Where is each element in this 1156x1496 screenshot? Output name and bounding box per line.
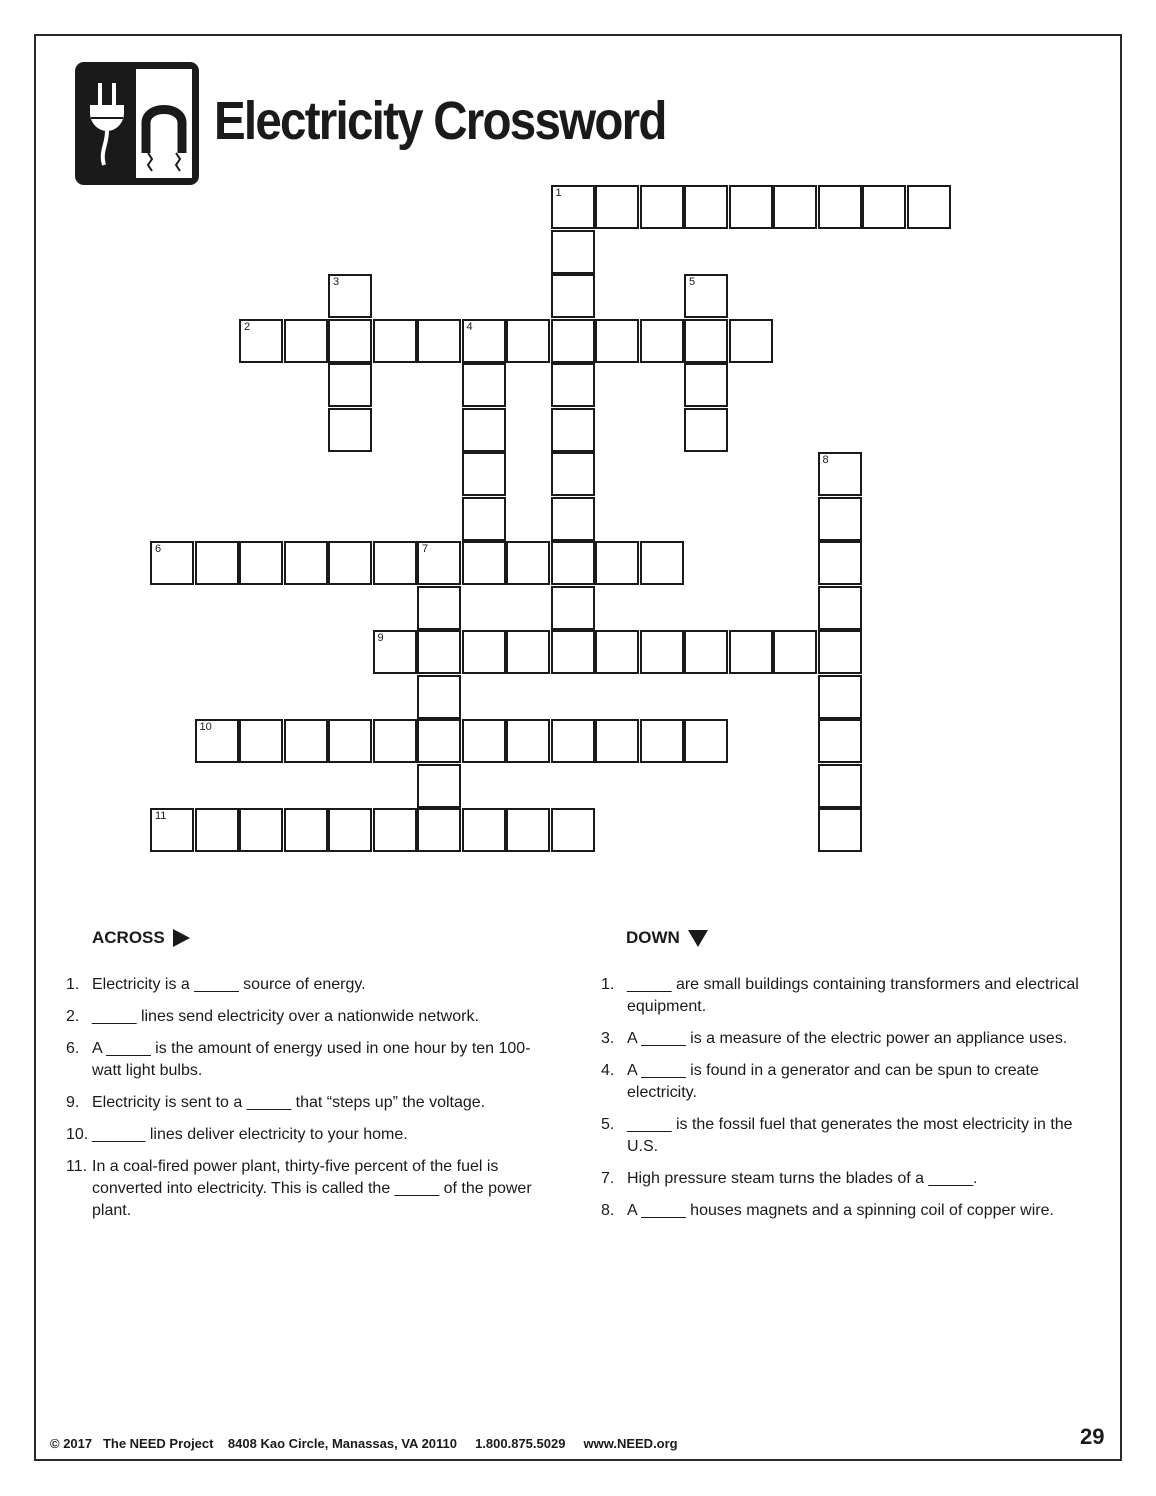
crossword-cell[interactable] (729, 630, 773, 674)
crossword-cell[interactable] (684, 630, 728, 674)
crossword-cell[interactable] (684, 408, 728, 452)
clue-item (601, 1168, 1091, 1190)
down-clue-list (601, 974, 1091, 1232)
crossword-cell[interactable] (595, 319, 639, 363)
clue-number: 9 (377, 632, 384, 644)
crossword-cell[interactable] (551, 808, 595, 852)
crossword-cell[interactable] (551, 363, 595, 407)
crossword-cell[interactable] (551, 319, 595, 363)
crossword-cell[interactable] (328, 363, 372, 407)
clue-item-number: 8. (601, 1202, 615, 1219)
clue-item (601, 1060, 1091, 1104)
crossword-cell[interactable] (551, 541, 595, 585)
page-title: Electricity Crossword (214, 91, 666, 151)
clue-item-text: In a coal-fired power plant, thirty-five percent of the fuel is converted into electricity. This is called the _____ of the power plant. (92, 1158, 532, 1219)
clue-item-text: High pressure steam turns the blades of a _____. (627, 1170, 978, 1187)
crossword-cell[interactable] (818, 452, 862, 496)
clue-number: 4 (466, 320, 473, 333)
clue-item (66, 974, 546, 996)
plug-and-magnet-icon (74, 61, 200, 186)
crossword-cell[interactable] (239, 319, 283, 363)
crossword-cell[interactable] (462, 719, 506, 763)
crossword-cell[interactable] (818, 541, 862, 585)
crossword-cell[interactable] (551, 586, 595, 630)
crossword-cell[interactable] (417, 675, 461, 719)
clue-item (66, 1092, 546, 1114)
clue-item-text: Electricity is a _____ source of energy. (92, 976, 366, 993)
crossword-cell[interactable] (150, 541, 194, 585)
clue-item-text: A _____ is found in a generator and can be spun to create electricity. (627, 1062, 1039, 1101)
crossword-cell[interactable] (684, 363, 728, 407)
clue-item (601, 1114, 1091, 1158)
clue-item (601, 1028, 1091, 1050)
across-clue-list (66, 974, 546, 1232)
crossword-cell[interactable] (284, 541, 328, 585)
clue-number: 7 (422, 543, 429, 555)
clue-item-text: _____ is the fossil fuel that generates the most electricity in the U.S. (627, 1116, 1073, 1155)
crossword-cell[interactable] (684, 185, 728, 229)
crossword-cell[interactable] (729, 185, 773, 229)
clue-item (66, 1038, 546, 1082)
clue-item (66, 1124, 546, 1146)
crossword-cell[interactable] (417, 764, 461, 808)
clue-number: 10 (199, 721, 212, 733)
right-arrow-icon (173, 929, 190, 947)
crossword-cell[interactable] (551, 185, 595, 229)
clue-item-number: 1. (66, 976, 80, 993)
crossword-cell[interactable] (551, 630, 595, 674)
crossword-cell[interactable] (373, 808, 417, 852)
clue-item-text: Electricity is sent to a _____ that “steps up” the voltage. (92, 1094, 486, 1111)
crossword-cell[interactable] (284, 719, 328, 763)
crossword-cell[interactable] (640, 630, 684, 674)
crossword-cell[interactable] (595, 630, 639, 674)
crossword-cell[interactable] (239, 808, 283, 852)
crossword-cell[interactable] (328, 808, 372, 852)
down-arrow-icon (688, 930, 708, 947)
clue-item-number: 4. (601, 1062, 615, 1079)
clue-item-text: _____ lines send electricity over a nationwide network. (92, 1008, 479, 1025)
clue-item-number: 9. (66, 1094, 80, 1111)
crossword-cell[interactable] (640, 541, 684, 585)
crossword-cell[interactable] (462, 408, 506, 452)
clue-item-text: _____ are small buildings containing transformers and electrical equipment. (627, 976, 1079, 1015)
clue-number: 6 (155, 543, 162, 555)
crossword-cell[interactable] (729, 319, 773, 363)
crossword-cell[interactable] (373, 719, 417, 763)
clue-item (601, 974, 1091, 1018)
crossword-cell[interactable] (907, 185, 951, 229)
crossword-cell[interactable] (640, 319, 684, 363)
crossword-cell[interactable] (462, 497, 506, 541)
clue-item-number: 6. (66, 1040, 80, 1057)
crossword-cell[interactable] (640, 719, 684, 763)
crossword-cell[interactable] (551, 497, 595, 541)
crossword-cell[interactable] (373, 630, 417, 674)
clue-item-number: 1. (601, 976, 615, 993)
down-heading: DOWN (626, 928, 708, 948)
crossword-cell[interactable] (239, 541, 283, 585)
crossword-cell[interactable] (818, 675, 862, 719)
across-heading: ACROSS (92, 928, 190, 948)
crossword-cell[interactable] (818, 586, 862, 630)
crossword-cell[interactable] (195, 719, 239, 763)
crossword-cell[interactable] (417, 586, 461, 630)
crossword-cell[interactable] (640, 185, 684, 229)
crossword-cell[interactable] (818, 719, 862, 763)
clue-item (66, 1156, 546, 1222)
crossword-cell[interactable] (462, 630, 506, 674)
crossword-cell[interactable] (373, 319, 417, 363)
crossword-cell[interactable] (195, 541, 239, 585)
clue-item (66, 1006, 546, 1028)
crossword-cell[interactable] (684, 719, 728, 763)
clue-item-number: 5. (601, 1116, 615, 1133)
clue-number: 8 (822, 454, 829, 466)
crossword-cell[interactable] (506, 630, 550, 674)
clue-item (601, 1200, 1091, 1222)
clue-item-number: 10. (66, 1126, 89, 1143)
crossword-cell[interactable] (818, 185, 862, 229)
crossword-cell[interactable] (595, 719, 639, 763)
crossword-cell[interactable] (417, 319, 461, 363)
crossword-cell[interactable] (551, 408, 595, 452)
footer-text: © 2017 The NEED Project 8408 Kao Circle, Manassas, VA 20110 1.800.875.5029 www.NEED.org (50, 1436, 678, 1451)
clue-number: 1 (555, 187, 562, 199)
crossword-cell[interactable] (506, 319, 550, 363)
crossword-cell[interactable] (551, 452, 595, 496)
crossword-cell[interactable] (417, 630, 461, 674)
clue-item-text: A _____ houses magnets and a spinning coil of copper wire. (627, 1202, 1054, 1219)
crossword-cell[interactable] (684, 274, 728, 318)
clue-number: 3 (333, 276, 340, 288)
crossword-cell[interactable] (284, 319, 328, 363)
crossword-cell[interactable] (462, 363, 506, 407)
clue-item-text: A _____ is a measure of the electric power an appliance uses. (627, 1030, 1068, 1047)
crossword-cell[interactable] (506, 808, 550, 852)
crossword-cell[interactable] (506, 541, 550, 585)
crossword-cell[interactable] (417, 719, 461, 763)
clue-number: 2 (244, 320, 251, 333)
crossword-cell[interactable] (773, 185, 817, 229)
clue-number: 5 (689, 276, 696, 288)
crossword-cell[interactable] (417, 541, 461, 585)
crossword-cell[interactable] (684, 319, 728, 363)
crossword-cell[interactable] (462, 541, 506, 585)
clue-item-number: 7. (601, 1170, 615, 1187)
crossword-cell[interactable] (328, 541, 372, 585)
crossword-cell[interactable] (328, 408, 372, 452)
crossword-cell[interactable] (551, 230, 595, 274)
crossword-cell[interactable] (239, 719, 283, 763)
crossword-cell[interactable] (551, 719, 595, 763)
clue-item-text: ______ lines deliver electricity to your home. (92, 1126, 408, 1143)
crossword-cell[interactable] (328, 274, 372, 318)
clue-item-number: 3. (601, 1030, 615, 1047)
crossword-cell[interactable] (818, 630, 862, 674)
crossword-cell[interactable] (506, 719, 550, 763)
clue-number: 11 (155, 810, 167, 822)
clue-item-text: A _____ is the amount of energy used in one hour by ten 100-watt light bulbs. (92, 1040, 531, 1079)
crossword-cell[interactable] (595, 541, 639, 585)
page-number: 29 (1080, 1424, 1105, 1449)
crossword-cell[interactable] (462, 808, 506, 852)
crossword-cell[interactable] (773, 630, 817, 674)
clue-item-number: 2. (66, 1008, 80, 1025)
crossword-cell[interactable] (150, 808, 194, 852)
crossword-cell[interactable] (818, 497, 862, 541)
crossword-cell[interactable] (862, 185, 906, 229)
clue-item-number: 11. (66, 1158, 88, 1175)
crossword-cell[interactable] (818, 808, 862, 852)
crossword-cell[interactable] (417, 808, 461, 852)
crossword-cell[interactable] (595, 185, 639, 229)
crossword-cell[interactable] (284, 808, 328, 852)
crossword-cell[interactable] (373, 541, 417, 585)
crossword-cell[interactable] (462, 452, 506, 496)
crossword-cell[interactable] (818, 764, 862, 808)
crossword-cell[interactable] (551, 274, 595, 318)
crossword-cell[interactable] (328, 719, 372, 763)
crossword-cell[interactable] (195, 808, 239, 852)
crossword-cell[interactable] (462, 319, 506, 363)
crossword-cell[interactable] (328, 319, 372, 363)
